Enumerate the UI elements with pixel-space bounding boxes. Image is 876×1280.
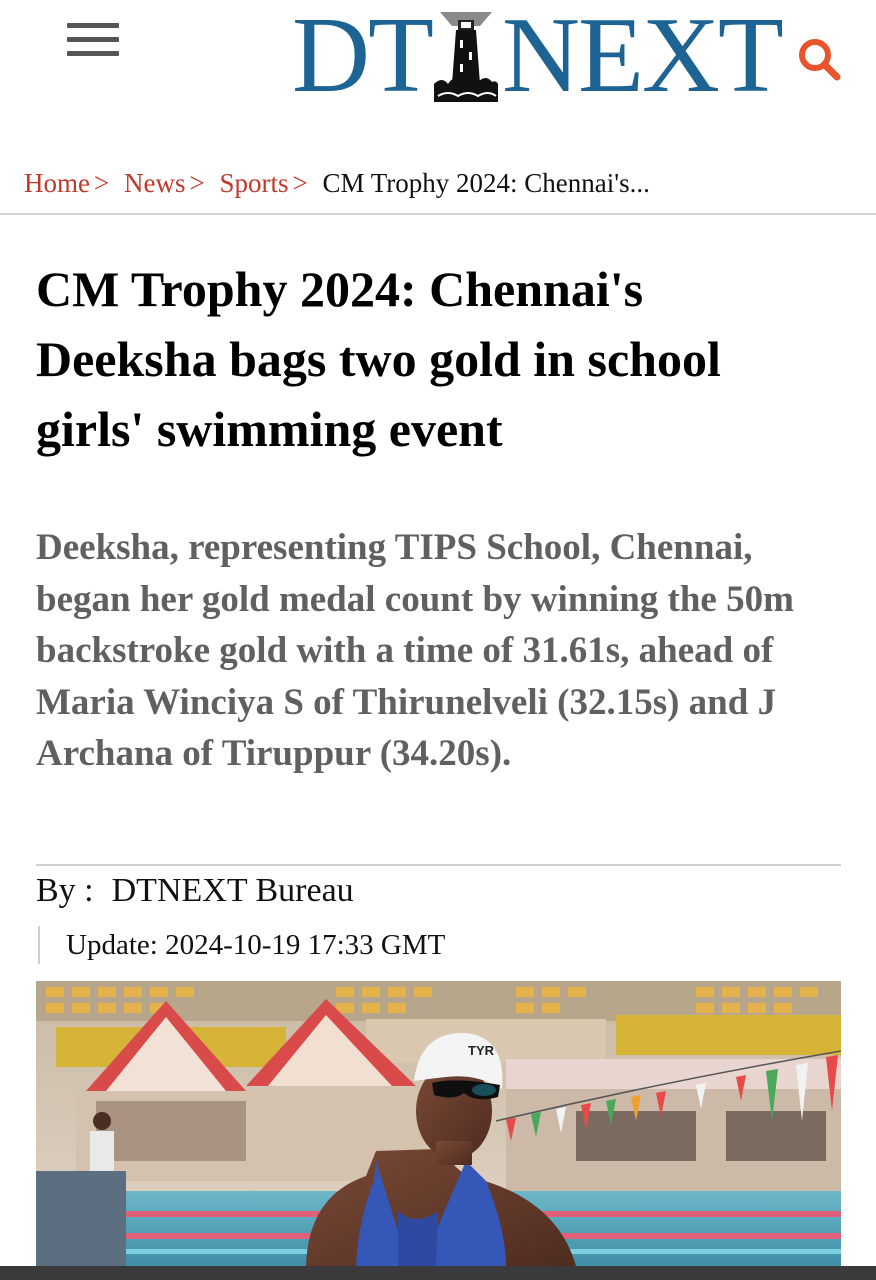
browser-bottom-bar — [0, 1266, 876, 1280]
breadcrumb-sports[interactable]: Sports — [219, 168, 289, 198]
menu-bar — [67, 51, 119, 56]
update-label: Update: — [66, 929, 158, 961]
site-header — [0, 0, 876, 140]
breadcrumb-home[interactable]: Home — [24, 168, 90, 198]
update-time: 2024-10-19 17:33 GMT — [165, 929, 446, 961]
breadcrumb-separator: > — [292, 168, 308, 198]
hamburger-menu-icon[interactable] — [64, 20, 122, 64]
header-divider — [0, 213, 876, 215]
breadcrumb-news[interactable]: News — [123, 168, 186, 198]
article-title: CM Trophy 2024: Chennai's Deeksha bags two gold in school girls' swimming event — [36, 261, 721, 457]
author-name[interactable]: DTNEXT Bureau — [111, 872, 354, 909]
article-hero-image[interactable] — [36, 981, 841, 1266]
breadcrumb-separator: > — [93, 168, 110, 198]
logo-text-left: DT — [292, 0, 432, 115]
swimmer-photo — [36, 981, 841, 1266]
breadcrumb-separator: > — [189, 168, 205, 198]
breadcrumb — [24, 165, 650, 201]
byline-label: By : — [36, 872, 94, 909]
site-logo[interactable] — [292, 0, 782, 115]
search-icon[interactable] — [796, 36, 842, 82]
cap-brand-text: TYR — [468, 1043, 494, 1058]
byline — [36, 870, 354, 912]
article-summary: Deeksha, representing TIPS School, Chennai, began her gold medal count by winning the 50m backstroke gold with a time of 31.61s, ahead of Maria Winciya S of Thirunelveli (32.15s) and J Archana of Tiruppur (34.20s). — [36, 527, 794, 774]
lighthouse-icon — [434, 10, 498, 102]
menu-bar — [67, 23, 119, 28]
breadcrumb-current: CM Trophy 2024: Chennai's... — [322, 168, 650, 198]
byline-divider — [36, 864, 841, 866]
menu-bar — [67, 37, 119, 42]
update-timestamp — [38, 926, 445, 964]
logo-text-right: NEXT — [501, 0, 782, 115]
